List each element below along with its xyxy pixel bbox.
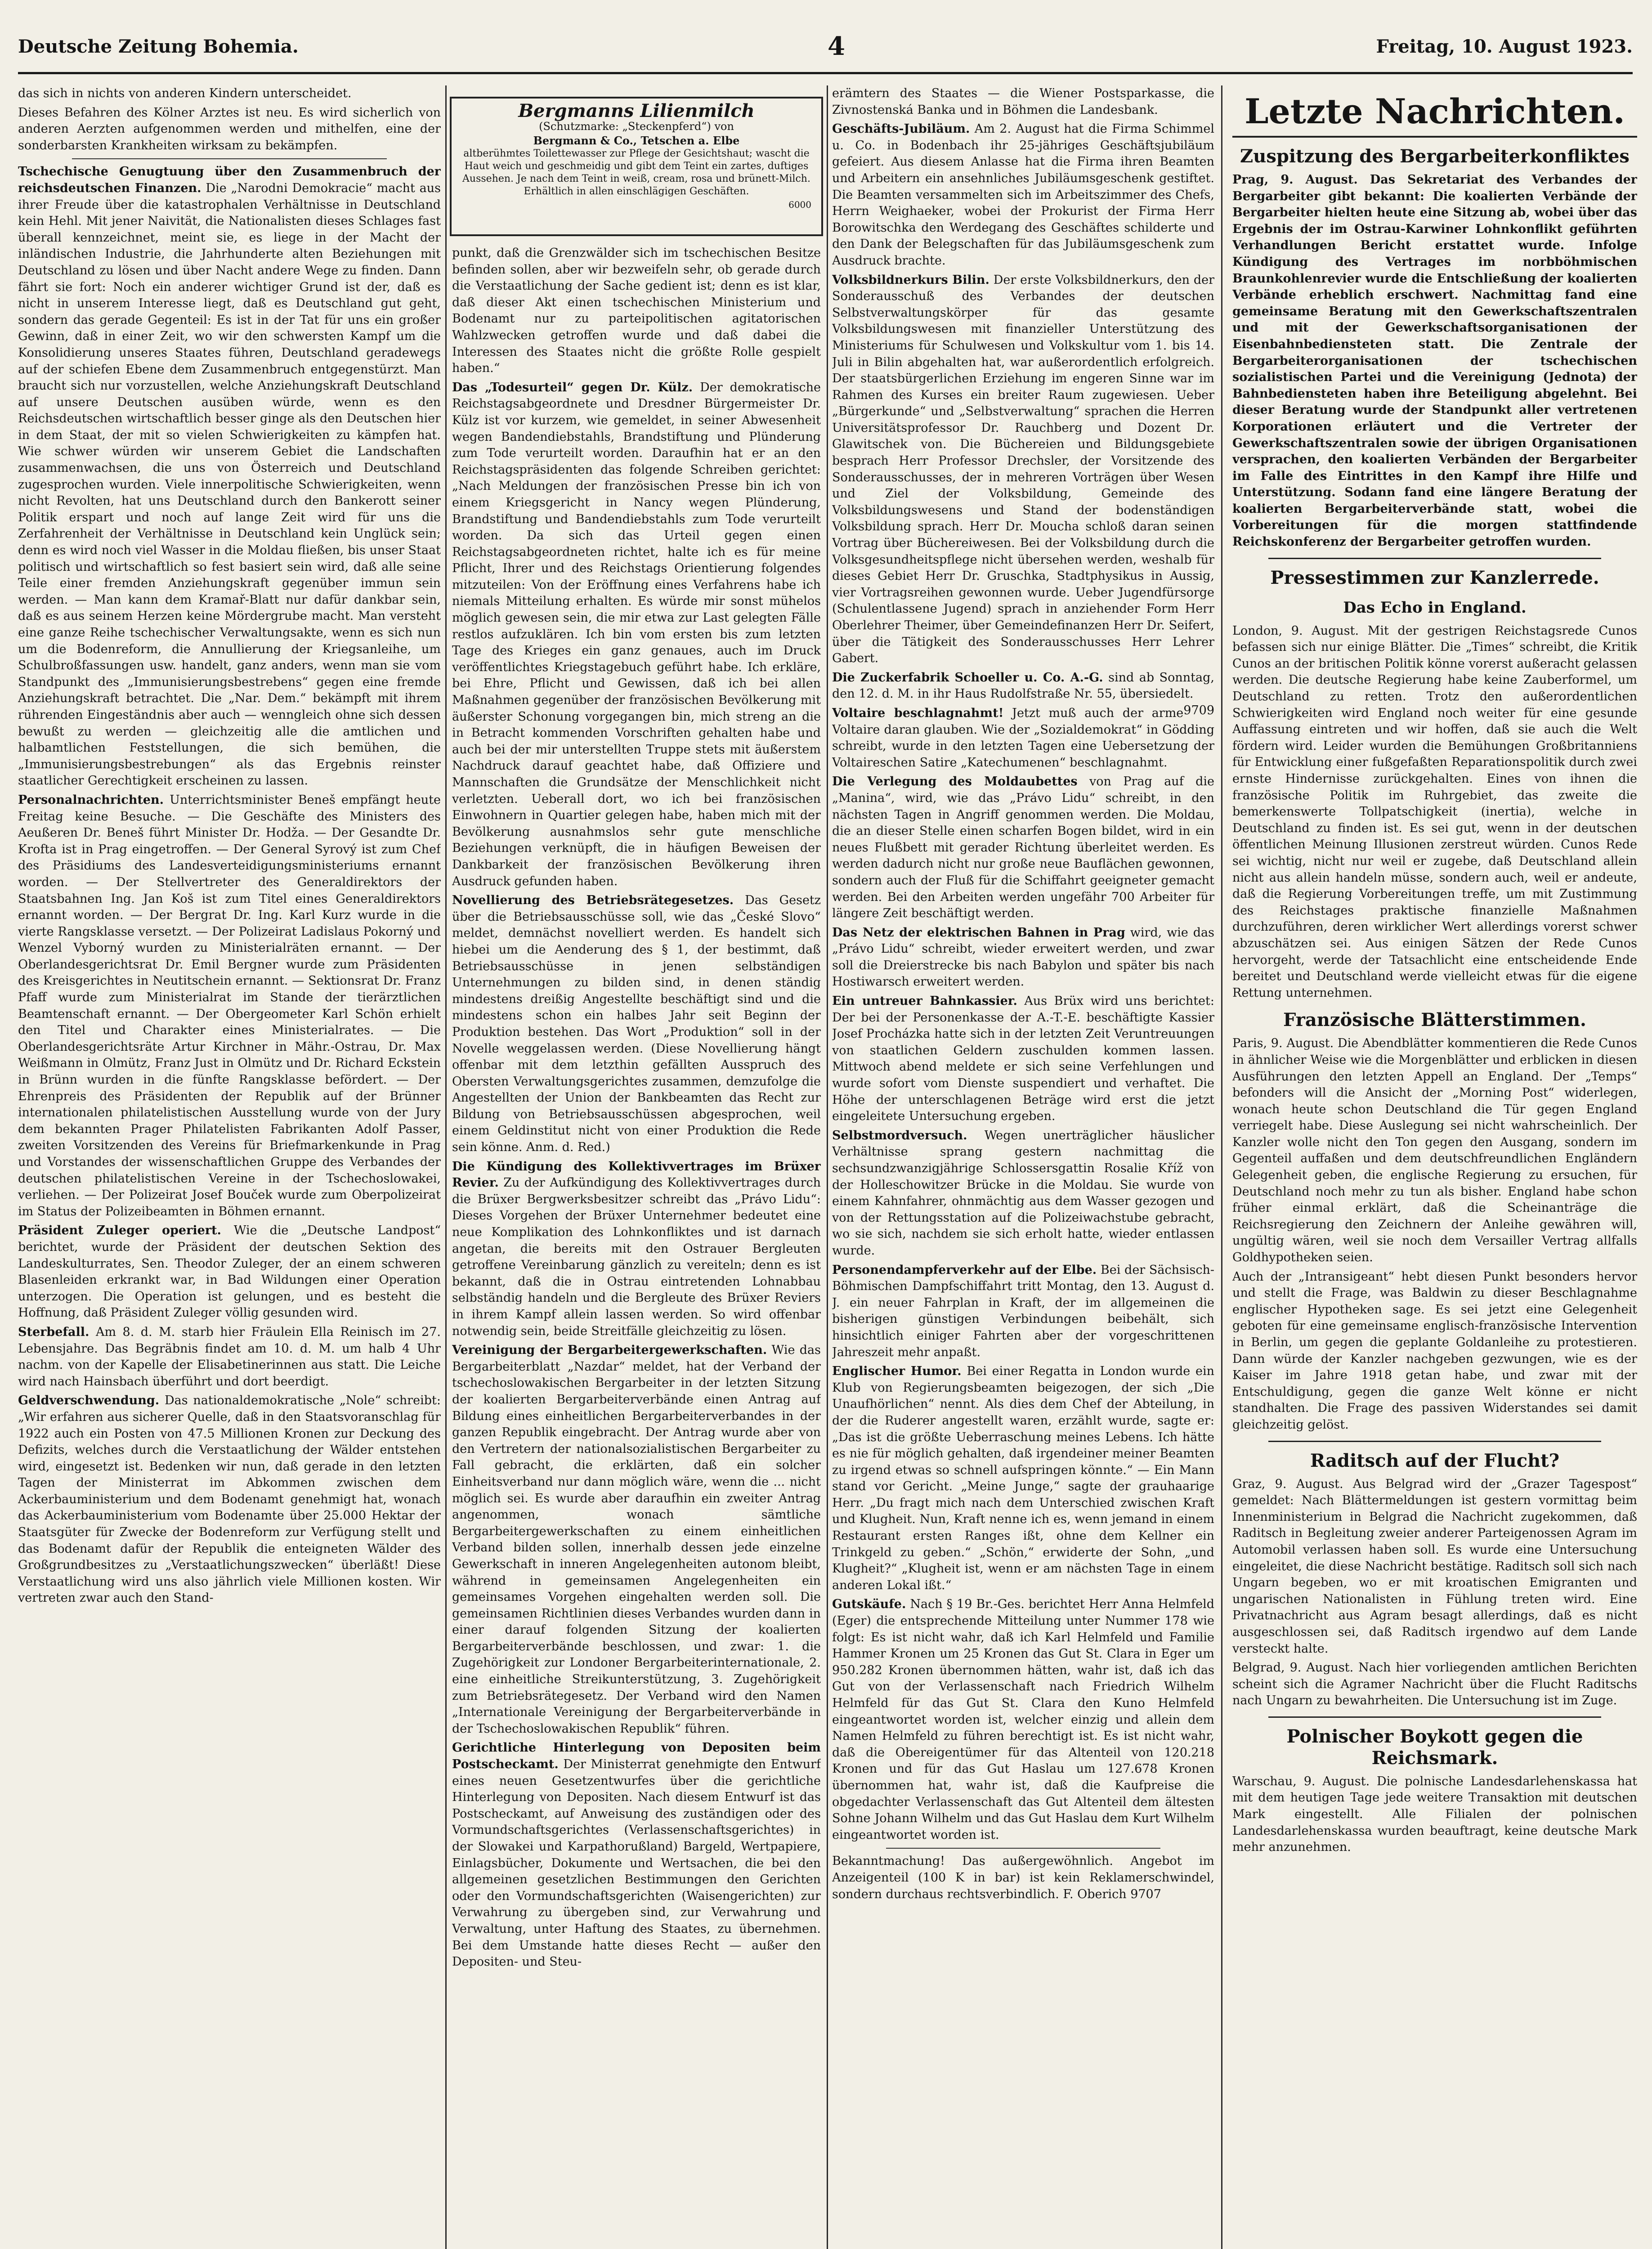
article-text: Prag, 9. August. Das Sekretariat des Verbandes der Bergarbeiter gibt bekannt: Die koalierten Verbände der Bergarbeiter hielten heute eine Sitzung ab, wobei über das Ergebnis der im Ostrau-Karwiner Lohnkonflikt geführten Verhandlungen Bericht erstattet wurde. Infolge Kündigung des Vertrages im norbböhmischen Braunkohlenrevier wurde die Entschließung der koalierten Verbände erheblich erschwert. Nachmittag fand eine gemeinsame Beratung mit den Gewerkschaftszentralen und mit der Gewerkschaftsorganisationen der Eisenbahnbediensteten statt. Die Zentrale der Bergarbeiterorganisationen der tschechischen sozialistischen Partei und die Vereinigung (Jednota) der Bahnbediensteten haben ihre Beteiligung abgelehnt. Bei dieser Beratung wurde der Standpunkt aller vertretenen Korporationen erläutert und die Vertreter der Gewerkschaftszentralen sowie der übrigen Organisationen versprachen, den koalierten Verbänden der Bergarbeiter im Falle des Eintrittes in den Kampf ihre Hilfe und Unterstützung. Sodann fand eine längere Beratung der koalierten Bergarbeiterverbände statt, wobei die Vorbereitungen für die morgen stattfindende Reichskonferenz der Bergarbeiter getroffen wurden. (1232, 173, 1637, 549)
article-text: das sich in nichts von anderen Kindern unterscheidet. (18, 86, 352, 100)
divider (886, 1848, 1160, 1849)
article (18, 164, 441, 789)
column-4 (1232, 85, 1637, 2249)
article-text: Der erste Volksbildnerkurs, den der Sonderausschuß des Verbandes der deutschen Selbstverwaltungskörper für das gesamte Volksbildungswesen mit finanzieller Unterstützung des Ministeriums für Schulwesen und Volkskultur vom 1. bis 14. Juli in Bilin abgehalten hat, war außerordentlich erfolgreich. Der staatsbürgerlichen Erziehung im engeren Sinne war im Rahmen des Kurses ein breiter Raum zugewiesen. Ueber „Bürgerkunde“ und „Selbstverwaltung“ sprachen die Herren Universitätsprofessor Dr. Rauchberg und Dozent Dr. Glawitschek von. Die Büchereien und Bildungsgebiete besprach Herr Professor Drechsler, der Vorsitzende des Sonderausschusses, der in mehreren Vorträgen über Wesen und Ziel der Volksbildung, Gemeinde des Volksbildungswesens und Stand der bodenständigen Volksbildung sprach. Herr Dr. Moucha schloß daran seinen Vortrag über Büchereiwesen. Bei der Volksbildung durch die Volksgesundheitspflege nicht übersehen werden, weshalb für dieses Gebiet Herr Dr. Gruschka, Stadtphysikus in Aussig, vier Vortragsreihen gewonnen wurde. Ueber Jugendfürsorge (Schulentlassene Jugend) sprach in anziehender Form Herr Oberlehrer Theimer, über Gemeindefinanzen Herr Dr. Seifert, über die Tätigkeit des Sonderausschusses Herr Lehrer Gabert. (832, 273, 1214, 666)
article (832, 121, 1214, 269)
article-text: Jetzt muß auch der arme Voltaire daran glauben. Wie der „Sozialdemokrat“ in Gödding schreibt, wurde in den letzten Tagen eine Uebersetzung der Voltaireschen Satire „Katechumenen“ beschlagnahmt. (832, 706, 1214, 770)
article-text: Belgrad, 9. August. Nach hier vorliegenden amtlichen Berichten scheint sich die Agramer Nachricht über die Flucht Raditschs nach Ungarn zu bewahrheiten. Die Untersuchung ist im Zuge. (1232, 1661, 1637, 1708)
article (832, 1128, 1214, 1259)
article-headline: Präsident Zuleger operiert. (18, 1223, 221, 1238)
column-rule (827, 85, 828, 2249)
column-2 (452, 245, 821, 2249)
article (452, 1159, 821, 1340)
article-text: wird, wie das „Právo Lidu“ schreibt, wieder erweitert werden, und zwar soll die Dreierstrecke bis nach Babylon und später bis nach Hostiwarsch erweitert werden. (832, 925, 1214, 989)
ad-text: Bergmann & Co., Tetschen a. Elbe (533, 134, 740, 147)
issue-date: Freitag, 10. August 1923. (1376, 36, 1633, 57)
article-headline: Novellierung des Betriebsrätegesetzes. (452, 893, 734, 908)
article-headline: Die Verlegung des Moldaubettes (832, 775, 1078, 789)
article-text: sind ab Sonntag, den 12. d. M. in ihr Haus Rudolfstraße Nr. 55, übersiedelt. (832, 670, 1214, 701)
article (18, 1223, 441, 1322)
article (832, 1596, 1214, 1843)
article-text: Wie die „Deutsche Landpost“ berichtet, wurde der Präsident der deutschen Sektion des Landeskulturrates, Sen. Theodor Zuleger, der an einem schweren Blasenleiden erkrankt war, in Bad Wildungen einer Operation unterzogen. Die Operation ist gelungen, und es besteht die Hoffnung, daß Präsident Zuleger völlig gesunden wird. (18, 1223, 441, 1320)
section-title: Letzte Nachrichten. (1232, 94, 1637, 138)
article-headline: Zuspitzung des Bergarbeiterkonfliktes (1240, 146, 1630, 167)
article-headline: Voltaire beschlagnahmt! (832, 706, 1004, 720)
article-headline: Selbstmordversuch. (832, 1128, 967, 1142)
article-headline: Das Netz der elektrischen Bahnen in Prag (832, 925, 1125, 940)
article-headline: Französische Blätterstimmen. (1283, 1009, 1586, 1031)
divider (1268, 558, 1601, 559)
article-text: Warschau, 9. August. Die polnische Landesdarlehenskassa hat mit dem heutigen Tage jede weitere Transaktion mit deutschen Mark eingestellt. Alle Filialen der polnischen Landesdarlehenskassa wurden beauftragt, keine deutsche Mark mehr anzunehmen. (1232, 1774, 1637, 1855)
column-rule (445, 85, 447, 2249)
article-text: Zu der Aufkündigung des Kollektivvertrages durch die Brüxer Bergwerksbesitzer schreibt das „Právo Lidu“: Dieses Vorgehen der Brüxer Unternehmer bedeutet eine neue Komplikation des Lohnkonfliktes und ist darnach angetan, die bereits mit den Ostrauer Bergleuten getroffene Vereinbarung gänzlich zu vereiteln; denn es ist bekannt, daß die in Ostrau eintretenden Lohnabbau selbständig handeln und die Bergleute des Brüxer Reviers in ihrem Kampf allein lassen werden. So wird offenbar notwendig sein, beide Streitfälle gleichzeitig zu lösen. (452, 1176, 821, 1338)
ad-title: Bergmanns Lilienmilch (518, 100, 755, 121)
article-headline: Sterbefall. (18, 1325, 90, 1339)
article-headline: Raditsch auf der Flucht? (1310, 1450, 1560, 1471)
article-text: Auch der „Intransigeant“ hebt diesen Punkt besonders hervor und stellt die Frage, was Baldwin zu dieser Beschlagnahme englischer Hypotheken sage. Es sei jetzt eine Gelegenheit geboten für eine gemeinsame englisch-französische Intervention in Berlin, um gegen die geplante Goldanleihe zu protestieren. Dann würde der Kanzler nachgeben gezwungen, wie es der Kaiser im Jahre 1918 getan habe, und zwar mit der Entschuldigung, gegen die ganze Welt könne er nicht standhalten. Die Frage des passiven Widerstandes sei damit gleichzeitig gelöst. (1232, 1269, 1637, 1432)
article (452, 1740, 821, 1970)
article (832, 1363, 1214, 1594)
article (832, 774, 1214, 922)
article (18, 1324, 441, 1390)
page-number: 4 (828, 31, 845, 61)
article-headline: Pressestimmen zur Kanzlerrede. (1270, 567, 1599, 588)
article-text: Der demokratische Reichstagsabgeordnete und Dresdner Bürgermeister Dr. Külz ist vor kurzem, wie gemeldet, in seiner Abwesenheit wegen Bandendiebstahls, Brandstiftung und Plünderung zum Tode verurteilt worden. Daraufhin hat er an den Reichstagspräsidenten das folgende Schreiben gerichtet: „Nach Meldungen der französischen Presse bin ich von einem Kriegsgericht in Nancy wegen Plünderung, Brandstiftung und Bandendiebstahls zum Tode verurteilt worden. Da sich das Urteil gegen einen Reichstagsabgeordneten richtet, halte ich es für meine Pflicht, Ihrer und des Reichstags Orientierung folgendes mitzuteilen: Von der Eröffnung eines Verfahrens habe ich niemals Mitteilung erhalten. Es würde mir sonst mühelos möglich gewesen sein, die mir etwa zur Last gelegten Fälle restlos aufzuklären. Ich bin vom ersten bis zum letzten Tage des Krieges ein ganz genaues, auch im Druck veröffentlichtes Kriegstagebuch geführt habe. Ich erkläre, bei Ehre, Pflicht und Gewissen, daß ich bei allen Maßnahmen gegenüber der französischen Bevölkerung mit äußerster Schonung vorgegangen bin, mich streng an die in Betracht kommenden Vorschriften gehalten habe und auch bei der mir unterstellten Truppe stets mit äußerstem Nachdruck darauf geachtet habe, daß Offiziere und Mannschaften die Grundsätze der Menschlichkeit nicht verletzten. Ueberall dort, wo ich bei französischen Einwohnern in Quartier gelegen habe, haben mich mit der Bevölkerung ausnahmslos sehr gute menschliche Beziehungen verknüpft, die in häufigen Beweisen der Dankbarkeit der französischen Bevölkerung ihren Ausdruck gefunden haben. (452, 380, 821, 888)
article-text: Das Gesetz über die Betriebsausschüsse soll, wie das „České Slovo“ meldet, demnächst novelliert werden. Es handelt sich hiebei um die Aenderung des § 1, der bestimmt, daß Betriebsausschüsse in jenen selbständigen Unternehmungen zu bilden sind, in denen ständig mindestens dreißig Angestellte beschäftigt sind und die mindestens schon ein halbes Jahr seit Beginn der Produktion bestehen. Das Wort „Produktion“ soll in der Novelle weggelassen werden. (Diese Novellierung hängt offenbar mit dem letzthin gefällten Ausspruch des Obersten Verwaltungsgerichtes zusammen, demzufolge die Angestellten der Union der Bankbeamten das Recht zur Bildung von Betriebsausschüssen abgesprochen, weil einem Geldinstitut nicht von einer Produktion die Rede sein könne. Anm. d. Red.) (452, 893, 821, 1155)
article-headline: Die Zuckerfabrik Schoeller u. Co. A.-G. (832, 670, 1103, 685)
article-text: erämtern des Staates — die Wiener Postsparkasse, die Zivnostenská Banka und in Böhmen die Landesbank. (832, 86, 1214, 117)
advertisement-box (450, 97, 823, 236)
article-text: Dieses Befahren des Kölner Arztes ist neu. Es wird sicherlich von anderen Aerzten aufgenommen werden und mithelfen, eine der sonderbarsten Krankheiten wirksam zu bekämpfen. (18, 105, 441, 152)
article-headline: Polnischer Boykott gegen die Reichsmark. (1286, 1725, 1583, 1769)
article-text: Unterrichtsminister Beneš empfängt heute Freitag keine Besuche. — Die Geschäfte des Ministers des Aeußeren Dr. Beneš führt Minister Dr. Hodža. — Der Gesandte Dr. Krofta ist in Prag eingetroffen. — Der General Syrový ist zum Chef des Präsidiums des Landesverteidigungsministeriums ernannt worden. — Der Stellvertreter des Generaldirektors der Staatsbahnen Ing. Jan Koš ist zum Titel eines Generaldirektors ernannt worden. — Der Bergrat Dr. Ing. Karl Kurz wurde in die vierte Rangsklasse versetzt. — Der Polizeirat Ladislaus Pokorný und Wenzel Vyborný wurden zu Ministerialräten ernannt. — Der Oberlandesgerichtsrat Dr. Emil Bergner wurde zum Präsidenten des Kreisgerichtes in Neutitschein ernannt. — Sektionsrat Dr. Franz Pfaff wurde zum Ministerialrat im Stande der tierärztlichen Beamtenschaft ernannt. — Der Obergeometer Karl Schön erhielt den Titel und Charakter eines Ministerialrates. — Die Oberlandesgerichtsräte Artur Kirchner in Mähr.-Ostrau, Dr. Max Weißmann in Olmütz, Franz Just in Olmütz und Dr. Richard Eckstein in Brünn wurden in die fünfte Rangsklasse befördert. — Der Ehrenpreis des Präsidenten der Republik auf der Brünner internationalen philatelistischen Ausstellung wurde von der Jury dem bekannten Prager Philatelisten Fabrikanten Adolf Passer, zweiten Vorsitzenden des Vereins für Briefmarkenkunde in Prag und Vorstandes der wissenschaftlichen Gruppe des Verbandes der deutschen philatelistischen Vereine in der Tschechoslowakei, verliehen. — Der Polizeirat Josef Bouček wurde zum Oberpolizeirat im Status der Polizeibeamten in Böhmen ernannt. (18, 793, 441, 1219)
article-headline: Gerichtliche Hinterlegung von Depositen beim Postscheckamt. (452, 1741, 821, 1772)
article (832, 272, 1214, 667)
divider (1268, 1716, 1601, 1718)
article-text: punkt, daß die Grenzwälder sich im tschechischen Besitze befinden sollen, aber wir bezweifeln sehr, ob gerade durch die Verstaatlichung der Sache gedient ist; denn es ist klar, daß dieser Akt einen tschechischen Ministerium und Bodenamt nur zu parteipolitischen agitatorischen Wahlzwecken getroffen wurde und daß dabei die Interessen des Staates nicht die größte Rolle gespielt haben.“ (452, 246, 821, 376)
article-headline: Das „Todesurteil“ gegen Dr. Külz. (452, 380, 693, 394)
divider (1268, 1441, 1601, 1442)
article (452, 380, 821, 890)
article-text: Aus Brüx wird uns berichtet: Der bei der Personenkasse der A.-T.-E. beschäftigte Kassier Josef Procházka hatte sich in der letzten Zeit Veruntreuungen von staatlichen Geldern zuschulden kommen lassen. Mittwoch abend meldete er sich seine Verfehlungen und wurde sofort vom Dienste suspendiert und verhaftet. Die Höhe der unterschlagenen Beträge wird erst die jetzt eingeleitete Untersuchung ergeben. (832, 994, 1214, 1124)
article-headline: Die Kündigung des Kollektivvertrages im Brüxer Revier. (452, 1159, 821, 1190)
ad-text: (Schutzmarke: „Steckenpferd“) von (539, 120, 734, 133)
article-text: Graz, 9. August. Aus Belgrad wird der „Grazer Tagespost“ gemeldet: Nach Blättermeldungen ist gestern vormittag beim Innenministerium in Belgrad die Nachricht zugekommen, daß Raditsch in Begleitung zweier anderer Parteigenossen Agram im Automobil verlassen haben soll. Es wurde eine Untersuchung eingeleitet, die diese Nachricht bestätige. Raditsch soll sich nach Ungarn begeben, wo er mit kroatischen Emigranten und ungarischen Nationalisten in Fühlung treten wird. Eine Privatnachricht aus Agram besagt allerdings, daß es nicht ausgeschlossen sei, daß Raditsch irgendwo auf dem Lande versteckt halte. (1232, 1477, 1637, 1656)
article-text: Paris, 9. August. Die Abendblätter kommentieren die Rede Cunos in ähnlicher Weise wie die Morgenblätter und erblicken in diesen Ausführungen den letzten Appell an England. Der „Temps“ befonders will die Ansicht der „Morning Post“ widerlegen, wonach heute schon Deutschland die Tür gegen England verriegelt habe. Diese Auslegung sei nicht wahrscheinlich. Der Kanzler wolle nicht den Ton gegen den Ausgang, sondern im Gegenteil auffaßen und dem deutschfreundlichen Engländern Gelegenheit geben, die englische Regierung zu ersuchen, für Deutschland noch mehr zu tun als bisher. England habe schon früher einmal erklärt, daß die Scheinanträge die Reichsregierung den Zeichnern der Anleihe gewähren will, ungültig wären, weil sie noch dem Versailler Vertrag allfalls Goldhypotheken seien. (1232, 1036, 1637, 1265)
article-text: Das nationaldemokratische „Nole“ schreibt: „Wir erfahren aus sicherer Quelle, daß in den Staatsvoranschlag für 1922 auch ein Posten von 47.5 Millionen Kronen zur Deckung des Defizits, welches durch die Verstaatlichung der Wälder entstehen wird, eingesetzt ist. Bedenken wir nun, daß gerade in den letzten Tagen der Ministerrat im Abkommen zwischen dem Ackerbauministerium und dem Bodenamt genehmigt hat, wonach das Ackerbauministerium vom Bodenamte über 25.000 Hektar der Staatsgüter für Zwecke der Bodenreform zur Verfügung stellt und das Bodenamt dafür der Republik die enteigneten Wälder des Großgrundbesitzes zu „Verstaatlichungszwecken“ überläßt! Diese Verstaatlichung wird uns also jährlich viele Millionen kosten. Wir vertreten zwar auch den Stand- (18, 1393, 441, 1605)
ad-code: 6000 (788, 199, 811, 210)
article (832, 1262, 1214, 1361)
article (832, 925, 1214, 990)
article-headline: Vereinigung der Bergarbeitergewerkschaften. (452, 1343, 767, 1357)
article (452, 892, 821, 1156)
article-text: Am 2. August hat die Firma Schimmel u. Co. in Bodenbach ihr 25-jähriges Geschäftsjubiläum gefeiert. Aus diesem Anlasse hat die Firma ihren Beamten und Arbeitern ein ansehnliches Jubiläumsgeschenk gestiftet. Die Beamten versammelten sich im Arbeitszimmer des Chefs, Herrn Weighaeker, wobei der Prokurist der Firma Herr Borowitschka den Werdegang des Geschäftes schilderte und den Dank der Belegschaften für das Jubiläumsgeschenk zum Ausdruck brachte. (832, 122, 1214, 268)
ad-code: 9707 (1130, 1887, 1161, 1901)
column-rule (1221, 85, 1222, 2249)
article-headline: Geldverschwendung. (18, 1393, 160, 1408)
column-3 (832, 85, 1214, 2249)
article (452, 1342, 821, 1737)
notice-text: Bekanntmachung! Das außergewöhnlich. Angebot im Anzeigenteil (100 K in bar) ist kein Reklamerschwindel, sondern durchaus rechtsverbindlich. F. Oberich (832, 1854, 1214, 1901)
article-subheadline: Das Echo in England. (1343, 598, 1527, 617)
notice (832, 1853, 1214, 1903)
article (832, 993, 1214, 1125)
article-text: Am 8. d. M. starb hier Fräulein Ella Reinisch im 27. Lebensjahre. Das Begräbnis findet am 10. d. M. um halb 4 Uhr nachm. von der Kapelle der Elisabetinerinnen aus statt. Die Leiche wird nach Hainsbach überführt und dort beerdigt. (18, 1325, 441, 1389)
article-text: Bei einer Regatta in London wurde ein Klub von Regierungsbeamten beigezogen, der sich „Die Unaufhörlichen“ nennt. Als dies dem Chef der Abteilung, in der die Ruderer angestellt waren, erzählt wurde, sagte er: „Das ist die größte Ueberraschung meines Lebens. Ich hätte es nie für möglich gehalten, daß irgendeiner meiner Beamten zu irgend etwas so schnell aufspringen könnte.“ — Ein Mann stand vor Gericht. „Meine Junge,“ sagte der grauhaarige Herr. „Du fragt mich nach dem Unterschied zwischen Kraft und Klugheit. Nun, Kraft nenne ich es, wenn jemand in einem Restaurant ersten Ranges ißt, ohne dem Kellner ein Trinkgeld zu geben.“ „Schön,“ erwiderte der Sohn, „und Klugheit?“ „Klugheit ist, wenn er am nächsten Tage in einem anderen Lokal ißt.“ (832, 1364, 1214, 1592)
article-text: Der Ministerrat genehmigte den Entwurf eines neuen Gesetzentwurfes über die gerichtliche Hinterlegung von Depositen. Nach diesem Entwurf ist das Postscheckamt, auf Anweisung des zuständigen oder des Vormundschaftsgerichtes (Verlassenschaftsgerichtes) in der Slowakei und Karpathorußland) Bargeld, Wertpapiere, Einlagsbücher, Dokumente und Wertsachen, die bei den allgemeinen gesetzlichen Bestimmungen den Gerichten oder den Vormundschaftsgerichten (Waisengerichten) zur Verwahrung zu übergeben sind, zur Verwahrung und Verwaltung, unter Haftung des Staates, zu übernehmen. Bei dem Umstande hatte dieses Recht — außer den Depositen- und Steu- (452, 1757, 821, 1969)
divider (72, 158, 387, 159)
article-headline: Personalnachrichten. (18, 793, 164, 807)
article-text: Nach § 19 Br.-Ges. berichtet Herr Anna Helmfeld (Eger) die entsprechende Mitteilung unter Nummer 178 wie folgt: Es ist nicht wahr, daß ich Karl Helmfeld und Familie Hammer Kronen um 25 Kronen das Gut St. Clara in Eger um 950.282 Kronen übernommen hätten, wahr ist, daß ich das Gut von der Verlassenschaft nach Friedrich Wilhelm Helmfeld für das Gut St. Clara den Kuno Helmfeld eingeantwortet worden ist, welcher einzig und allein dem Namen Helmfeld zu führen berechtigt ist. Es ist nicht wahr, daß die Obereigentümer für das Altenteil von 120.218 Kronen und für das Gut Haslau um 127.678 Kronen übernommen hat, wahr ist, daß die Kaufpreise die obgedachter Verlassenschaft das Gut Altenteil dem ältesten Sohne Johann Wilhelm und das Gut Haslau dem Kurt Wilhelm eingeantwortet worden ist. (832, 1597, 1214, 1842)
article (18, 1393, 441, 1607)
article-text: Wegen unerträglicher häuslicher Verhältnisse sprang gestern nachmittag die sechsundzwanzigjährige Schlossersgattin Rosalie Kříž von der Holleschowitzer Brücke in die Moldau. Sie wurde von einem Kahnfahrer, ohnmächtig aus dem Wasser gezogen und von der Rettungsstation auf die Polizeiwachstube gebracht, wo sie sich, nachdem sie sich erholt hatte, wieder entlassen wurde. (832, 1128, 1214, 1258)
article (832, 705, 1214, 771)
article-text: London, 9. August. Mit der gestrigen Reichstagsrede Cunos befassen sich nur einige Blätter. Die „Times“ schreibt, die Kritik Cunos an der britischen Politik könne vorerst außeracht gelassen werden. Die deutsche Regierung habe keine Zauberformel, um Deutschland zu retten. Trotz den außerordentlichen Schwierigkeiten wird England noch weiter für eine gesunde Auffassung eintreten und wir hoffen, daß sie auch die Welt fördern wird. Leider wurden die Bemühungen Großbritanniens für Entwicklung einer fußgefaßten Reparationspolitik durch zwei ernste Hindernisse zurückgehalten. Eines von ihnen die französische Politik im Ruhrgebiet, das zweite die bemerkenswerte Tollpatschigkeit (inertia), welche in Deutschland zu finden ist. Es sei gut, wenn in der deutschen öffentlichen Meinung Illusionen zerstreut würden. Cunos Rede sei wichtig, nicht nur weil er zugebe, daß Deutschland allein nicht aus allein handeln müsse, sondern auch, weil er andeute, daß die Regierung Vorbereitungen treffe, um mit Zustimmung des Reichstages praktische finanzielle Maßnahmen durchzuführen, deren wirklicher Wert allerdings vorerst schwer abzuschätzen sei. Aus einigen Sätzen der Rede Cunos hervorgeht, werde der Tatsachlicht eine entscheidende Ende bereitet und Deutschland werde vielleicht etwas für die eigene Rettung unternehmen. (1232, 623, 1637, 1000)
ad-code: 9709 (1183, 703, 1214, 717)
article-text: Bei der Sächsisch-Böhmischen Dampfschiffahrt tritt Montag, den 13. August d. J. ein neuer Fahrplan in Kraft, der im allgemeinen die bisherigen günstigen Verbindungen beibehält, sich hinsichtlich einiger Fahrten aber der vorgeschrittenen Jahreszeit mehr anpaßt. (832, 1263, 1214, 1359)
ad-text: altberühmtes Toilettewasser zur Pflege der Gesichtshaut; wascht die Haut weich und geschmeidig und gibt dem Teint ein zartes, duftiges Aussehen. Je nach dem Teint in weiß, cream, rosa und brünett-Milch. Erhältlich in allen einschlägigen Geschäften. (462, 148, 810, 197)
article-headline: Tschechische Genugtuung über den Zusammenbruch der reichsdeutschen Finanzen. (18, 165, 441, 195)
article-headline: Volksbildnerkurs Bilin. (832, 273, 989, 287)
article-headline: Personendampferverkehr auf der Elbe. (832, 1263, 1097, 1277)
column-1 (18, 85, 441, 2249)
article-text: von Prag auf die „Manina“, wird, wie das „Právo Lidu“ schreibt, in den nächsten Tagen in Angriff genommen werden. Die Moldau, die an dieser Stelle einen scharfen Bogen bildet, wird in ein neues Flußbett mit gerader Richtung überleitet werden. Es werden dadurch nicht nur große neue Bauflächen gewonnen, sondern auch der Fluß für die Schiffahrt geeigneter gemacht werden. Bei den Arbeiten werden ungefähr 700 Arbeiter für längere Zeit beschäftigt werden. (832, 775, 1214, 921)
masthead: Deutsche Zeitung Bohemia. (18, 36, 299, 57)
article-text: Die „Narodni Demokracie“ macht aus ihrer Freude über die katastrophalen Verhältnisse in Deutschland kein Hehl. Mit jener Naivität, die Nationalisten dieses Schlages fast überall kennzeichnet, meint sie, es liege in der Macht der inländischen Industrie, die Jahrhunderte alten Beziehungen mit Deutschland zu lösen und über Nacht andere Wege zu finden. Dann fährt sie fort: Noch ein anderer wichtiger Grund ist der, daß es nicht in unserem Interesse liegt, daß es Deutschland gut geht, sondern das gerade Gegenteil: Es ist in der Tat für uns ein großer Gewinn, daß in einer Zeit, wo wir den schwersten Kampf um die Konsolidierung unseres Staates führen, Deutschland geradewegs auf der schiefen Ebene dem Zusammenbruch entgegenstürzt. Man braucht sich nur vorzustellen, welche Anziehungskraft Deutschland auf unsere Deutschen ausüben würde, wenn es den Reichsdeutschen wirtschaftlich besser ginge als den Deutschen hier in dem Staat, der mit so vielen Schwierigkeiten zu kämpfen hat. Wie schwer würden wir unserem Gebiet die Landschaften zusammenwachsen, die uns von Österreich und Deutschland zugesprochen wurden. Viele innerpolitische Schwierigkeiten, wenn nicht Revolten, hat uns Deutschland durch den Bankerott seiner Politik erspart und noch auf lange Zeit wird für uns die Zerfahrenheit der Verhältnisse in Deutschland kein Unglück sein; denn es wird noch viel Wasser in die Moldau fließen, bis unser Staat politisch und wirtschaftlich so fest basiert sein wird, daß alle seine Teile einer fremden Anziehungskraft gegenüber immun sein werden. — Man kann dem Kramař-Blatt nur dafür dankbar sein, daß es aus seinem Herzen keine Mördergrube macht. Man versteht eine ganze Reihe tschechischer Verwaltungsakte, wenn es sich nun um die Bodenreform, die Annullierung der Kriegsanleihe, um Schulbroßfassungen usw. handelt, ganz anders, wenn man sie vom Standpunkt des „Immunisierungsbestrebens“ gegen eine fremde Anziehungskraft betrachtet. Die „Nar. Dem.“ bekämpft mit ihrem rührenden Eingeständnis aber auch — wenngleich ohne sich dessen bewußt zu werden — gleichzeitig alle die amtlichen und halbamtlichen Feststellungen, die sich bemühen, die „Immunisierungsbestrebungen“ als das Ergebnis reinster staatlicher Gerechtigkeit erscheinen zu lassen. (18, 181, 441, 788)
article-headline: Ein untreuer Bahnkassier. (832, 994, 1017, 1008)
article-headline: Gutskäufe. (832, 1597, 906, 1612)
article-text: Wie das Bergarbeiterblatt „Nazdar“ meldet, hat der Verband der tschechoslowakischen Bergarbeiter in der letzten Sitzung der koalierten Bergarbeiterverbände einen Antrag auf Bildung eines einheitlichen Bergarbeiterverbandes in der ganzen Republik eingebracht. Der Antrag wurde aber von den Vertretern der nationalsozialistischen Bergarbeiter zu Fall gebracht, die erklärten, daß ein solcher Einheitsverband nur dann möglich wäre, wenn die ... nicht möglich sei. Es wurde aber daraufhin ein zweiter Antrag angenommen, wonach sämtliche Bergarbeitergewerkschaften zu einem einheitlichen Verband bilden sollen, innerhalb dessen jede einzelne Gewerkschaft in inneren Angelegenheiten autonom bleibt, während in gemeinsamen Angelegenheiten ein gemeinsames Vorgehen eingehalten werden soll. Die gemeinsamen Richtlinien dieses Verbandes wurden dann in einer darauf folgenden Sitzung der koalierten Bergarbeiterverbände beschlossen, und zwar: 1. die Zugehörigkeit zur Londoner Bergarbeiterinternationale, 2. eine einheitliche Streikunterstützung, 3. Zugehörigkeit zum Betriebsrätegesetz. Der Verband wird den Namen „Internationale Vereinigung der Bergarbeiterverbände in der Tschechoslowakischen Republik“ führen. (452, 1343, 821, 1736)
page-header (18, 31, 1633, 74)
article-headline: Englischer Humor. (832, 1364, 962, 1379)
article-headline: Geschäfts-Jubiläum. (832, 122, 970, 136)
article (18, 792, 441, 1220)
